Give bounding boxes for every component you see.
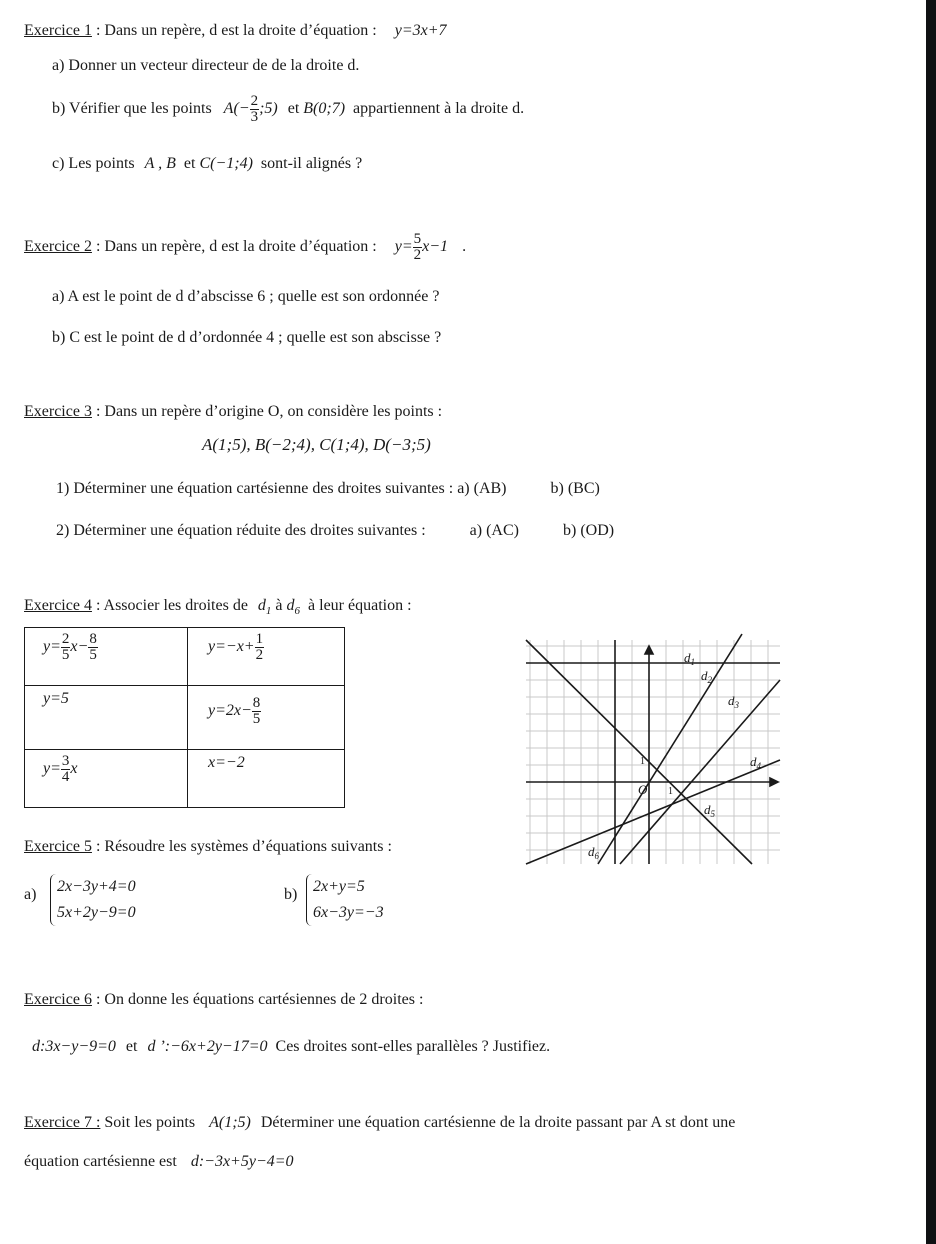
ex5-b-eq2: 6x−3y=−3 — [313, 904, 384, 921]
ex1-b-A-post: ;5) — [259, 100, 278, 118]
ex3-points: A(1;5), B(−2;4), C(1;4), D(−3;5) — [202, 435, 431, 454]
ex2-eq-post: x−1 — [422, 238, 449, 256]
ex1-question-b — [52, 94, 524, 125]
ex6-et: et — [125, 1038, 138, 1055]
ex1-c-post: sont-il alignés ? — [260, 155, 363, 172]
ex1-title: Exercice 1 — [24, 22, 92, 39]
label-d5: $d_5$ — [704, 802, 715, 819]
ex2-eq-num: 5 — [413, 231, 422, 247]
ex1-c-pointC: C(−1;4) — [199, 155, 253, 172]
ex1-b-pre: b) Vérifier que les points — [52, 100, 212, 118]
ex1-b-pointA — [223, 93, 278, 125]
ex4-intro-pre: : Associer les droites de — [91, 597, 248, 614]
ex2-heading — [24, 232, 466, 263]
y-axis-arrow-icon — [645, 646, 653, 654]
ex2-eq-pre: y= — [394, 238, 413, 256]
ex7-line2-eq: d:−3x+5y−4=0 — [190, 1153, 294, 1170]
r2c1: y=5 — [43, 690, 69, 707]
ex4-intro-post: à leur équation : — [308, 597, 412, 614]
ex4-heading — [24, 597, 412, 617]
ex1-heading — [24, 22, 447, 40]
r1c1-n2: 8 — [89, 631, 97, 647]
table-row — [25, 628, 345, 686]
ex1-question-c — [52, 155, 362, 173]
ex3-title: Exercice 3 — [24, 403, 92, 420]
ex4-lines-graph — [520, 632, 784, 868]
label-d2: $d_2$ — [701, 668, 712, 685]
table-cell — [25, 628, 188, 686]
ex2-question-a: a) A est le point de d d’abscisse 6 ; quelle est son ordonnée ? — [52, 288, 440, 305]
ex5-system-b — [306, 874, 384, 926]
ex5-title: Exercice 5 — [24, 838, 92, 855]
ex7-point-A: A(1;5) — [209, 1114, 251, 1131]
ex1-c-et: et — [183, 155, 196, 172]
r2c2-d: 5 — [252, 711, 261, 727]
ex6-dprime: d ’:−6x+2y−17=0 — [147, 1038, 268, 1055]
table-cell — [25, 750, 188, 808]
ex2-question-b: b) C est le point de d d’ordonnée 4 ; quelle est son abscisse ? — [52, 329, 442, 346]
ex4-d1-sub: 1 — [265, 605, 272, 618]
ex6-heading — [24, 991, 423, 1009]
ex1-b-et: et — [287, 100, 300, 118]
graph-grid — [526, 640, 780, 864]
ex6-d: d:3x−y−9=0 — [32, 1038, 116, 1055]
ex4-d6-letter: d — [286, 597, 295, 614]
ex3-heading — [24, 403, 442, 421]
ex7-title: Exercice 7 : — [24, 1114, 101, 1131]
table-row — [25, 686, 345, 750]
ex4-d6 — [286, 597, 301, 618]
r1c1-d2: 5 — [89, 647, 97, 663]
line-d6 — [564, 674, 780, 696]
ex1-b-A-den: 3 — [250, 109, 259, 125]
ex4-d6-sub: 6 — [294, 605, 301, 618]
ex3-q1-b: b) (BC) — [550, 480, 600, 497]
ex6-intro: : On donne les équations cartésiennes de 2 droites : — [91, 991, 424, 1008]
r2c2-pre: y=2x− — [208, 702, 252, 720]
r1c1-mid: x− — [70, 638, 89, 656]
ex1-intro: : Dans un repère, d est la droite d’équation : — [91, 22, 377, 39]
ex4-d1 — [257, 597, 272, 618]
r3c1-post: x — [70, 760, 78, 778]
label-d3: $d_3$ — [728, 693, 739, 710]
r2c2-n: 8 — [252, 695, 261, 711]
ex7-post: Déterminer une équation cartésienne de la droite passant par A st dont une — [260, 1114, 736, 1131]
table-cell — [188, 750, 345, 808]
ex5-b-label: b) — [284, 886, 298, 903]
ex2-intro: : Dans un repère, d est la droite d’équation : — [91, 238, 377, 256]
label-origin: O — [638, 782, 648, 797]
ex3-q2-b: b) (OD) — [562, 522, 615, 539]
ex5-a-label: a) — [24, 886, 37, 903]
ex3-question-1 — [56, 480, 600, 498]
r1c1-n1: 2 — [61, 631, 70, 647]
ex5-system-a — [50, 874, 136, 926]
ex6-equations — [32, 1038, 550, 1056]
ex1-b-A-num: 2 — [250, 93, 259, 109]
ex3-q2-a: a) (AC) — [469, 522, 519, 539]
ex7-line1 — [24, 1114, 735, 1132]
ex1-c-pre: c) Les points — [52, 155, 135, 172]
ex5-a-eq2: 5x+2y−9=0 — [57, 904, 136, 921]
ex1-b-A-pre: A(− — [223, 100, 250, 118]
ex2-eq-end: . — [462, 238, 467, 256]
r1c2-n: 1 — [255, 631, 264, 647]
label-unit-x: 1 — [668, 786, 673, 797]
ex6-title: Exercice 6 — [24, 991, 92, 1008]
r1c1-d1: 5 — [61, 647, 70, 663]
ex3-q1-text: 1) Déterminer une équation cartésienne des droites suivantes : a) (AB) — [56, 480, 507, 497]
ex2-equation — [394, 231, 449, 263]
ex7-line2 — [24, 1153, 294, 1171]
ex1-question-a: a) Donner un vecteur directeur de de la droite d. — [52, 57, 360, 74]
r3c2: x=−2 — [208, 754, 245, 771]
ex5-intro: : Résoudre les systèmes d’équations suivants : — [91, 838, 392, 855]
ex7-line2-pre: équation cartésienne est — [24, 1153, 177, 1170]
label-d1: $d_1$ — [684, 650, 695, 667]
ex3-intro: : Dans un repère d’origine O, on considère les points : — [91, 403, 443, 420]
r3c1-d: 4 — [61, 769, 70, 785]
ex1-equation: y=3x+7 — [394, 22, 447, 39]
ex1-b-post: appartiennent à la droite d. — [353, 100, 525, 118]
ex1-c-AB: A , B — [144, 155, 176, 172]
r1c1-pre: y= — [43, 638, 61, 656]
table-cell — [188, 628, 345, 686]
ex4-equation-table — [24, 627, 345, 808]
ex6-post: Ces droites sont-elles parallèles ? Justifiez. — [275, 1038, 551, 1055]
ex3-q2-text: 2) Déterminer une équation réduite des droites suivantes : — [56, 522, 426, 539]
ex7-pre: Soit les points — [100, 1114, 196, 1131]
r3c1-n: 3 — [61, 753, 70, 769]
ex3-question-2 — [56, 522, 614, 540]
x-axis-arrow-icon — [770, 778, 778, 786]
ex5-b-eq1: 2x+y=5 — [313, 878, 365, 895]
ex1-b-pointB: B(0;7) — [303, 100, 346, 118]
ex4-a: à — [275, 597, 283, 614]
right-edge-bar — [926, 0, 936, 1244]
table-cell — [25, 686, 188, 750]
label-d6: $d_6$ — [588, 844, 599, 861]
ex5-a-eq1: 2x−3y+4=0 — [57, 878, 136, 895]
ex4-title: Exercice 4 — [24, 597, 92, 614]
r1c2-d: 2 — [255, 647, 264, 663]
table-row — [25, 750, 345, 808]
ex4-d1-letter: d — [257, 597, 266, 614]
ex2-eq-den: 2 — [413, 247, 422, 263]
r3c1-pre: y= — [43, 760, 61, 778]
r1c2-pre: y=−x+ — [208, 638, 255, 656]
label-d4: $d_4$ — [750, 754, 761, 771]
table-cell — [188, 686, 345, 750]
ex2-title: Exercice 2 — [24, 238, 92, 256]
label-unit-y: 1 — [640, 756, 645, 767]
ex5-heading — [24, 838, 392, 856]
